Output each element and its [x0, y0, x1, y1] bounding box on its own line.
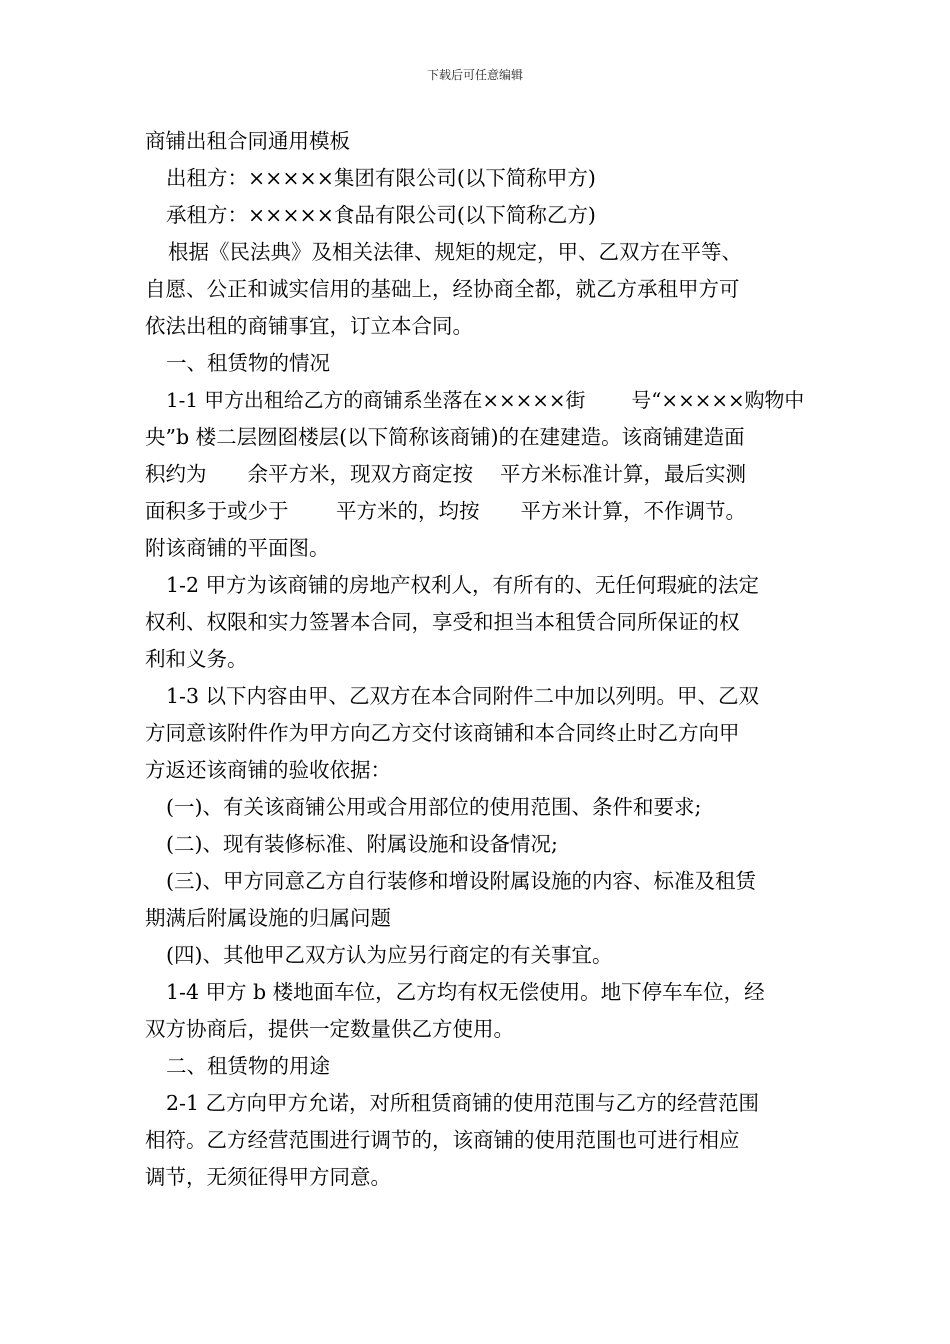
document-line: (四)、其他甲乙双方认为应另行商定的有关事宜。 — [166, 943, 613, 967]
document-line: 依法出租的商铺事宜，订立本合同。 — [145, 314, 473, 338]
document-line: 期满后附属设施的归属问题 — [145, 906, 391, 930]
document-line: 相符。乙方经营范围进行调节的，该商铺的使用范围也可进行相应 — [145, 1128, 740, 1152]
document-line: 积约为 余平方米，现双方商定按 平方米标准计算，最后实测 — [145, 462, 747, 486]
document-line: 1-2 甲方为该商铺的房地产权利人，有所有的、无任何瑕疵的法定 — [166, 573, 760, 597]
document-line: 自愿、公正和诚实信用的基础上，经协商全都，就乙方承租甲方可 — [145, 277, 740, 301]
document-line: 承租方：×××××食品有限公司(以下简称乙方) — [166, 203, 596, 227]
document-line: 利和义务。 — [145, 647, 248, 671]
document-line: 一、租赁物的情况 — [166, 351, 330, 375]
document-line: 2-1 乙方向甲方允诺，对所租赁商铺的使用范围与乙方的经营范围 — [166, 1091, 760, 1115]
document-line: 双方协商后，提供一定数量供乙方使用。 — [145, 1017, 514, 1041]
document-line: 调节，无须征得甲方同意。 — [145, 1165, 391, 1189]
document-line: (二)、现有装修标准、附属设施和设备情况; — [166, 832, 558, 856]
document-line: 方返还该商铺的验收依据： — [145, 758, 391, 782]
document-line: 二、租赁物的用途 — [166, 1054, 330, 1078]
document-line: 1-3 以下内容由甲、乙双方在本合同附件二中加以列明。甲、乙双 — [166, 684, 760, 708]
document-line: (三)、甲方同意乙方自行装修和增设附属设施的内容、标准及租赁 — [166, 869, 756, 893]
document-line: 方同意该附件作为甲方向乙方交付该商铺和本合同终止时乙方向甲 — [145, 721, 740, 745]
document-line: (一)、有关该商铺公用或合用部位的使用范围、条件和要求; — [166, 795, 702, 819]
document-line: 根据《民法典》及相关法律、规矩的规定，甲、乙双方在平等、 — [168, 240, 742, 264]
document-line: 面积多于或少于 平方米的，均按 平方米计算，不作调节。 — [145, 499, 747, 523]
document-line: 央”b 楼二层囫囵楼层(以下简称该商铺)的在建建造。该商铺建造面 — [145, 425, 745, 449]
document-line: 权利、权限和实力签署本合同，享受和担当本租赁合同所保证的权 — [145, 610, 740, 634]
document-line: 附该商铺的平面图。 — [145, 536, 330, 560]
document-body — [145, 123, 805, 1196]
document-line: 1-1 甲方出租给乙方的商铺系坐落在×××××街 号“×××××购物中 — [166, 389, 805, 412]
page-header-note: 下载后可任意编辑 — [426, 68, 523, 82]
document-line: 出租方：×××××集团有限公司(以下简称甲方) — [166, 166, 596, 190]
document-lines — [145, 160, 805, 1196]
document-line: 1-4 甲方 b 楼地面车位，乙方均有权无偿使用。地下停车车位，经 — [166, 980, 765, 1004]
document-title: 商铺出租合同通用模板 — [145, 129, 350, 153]
